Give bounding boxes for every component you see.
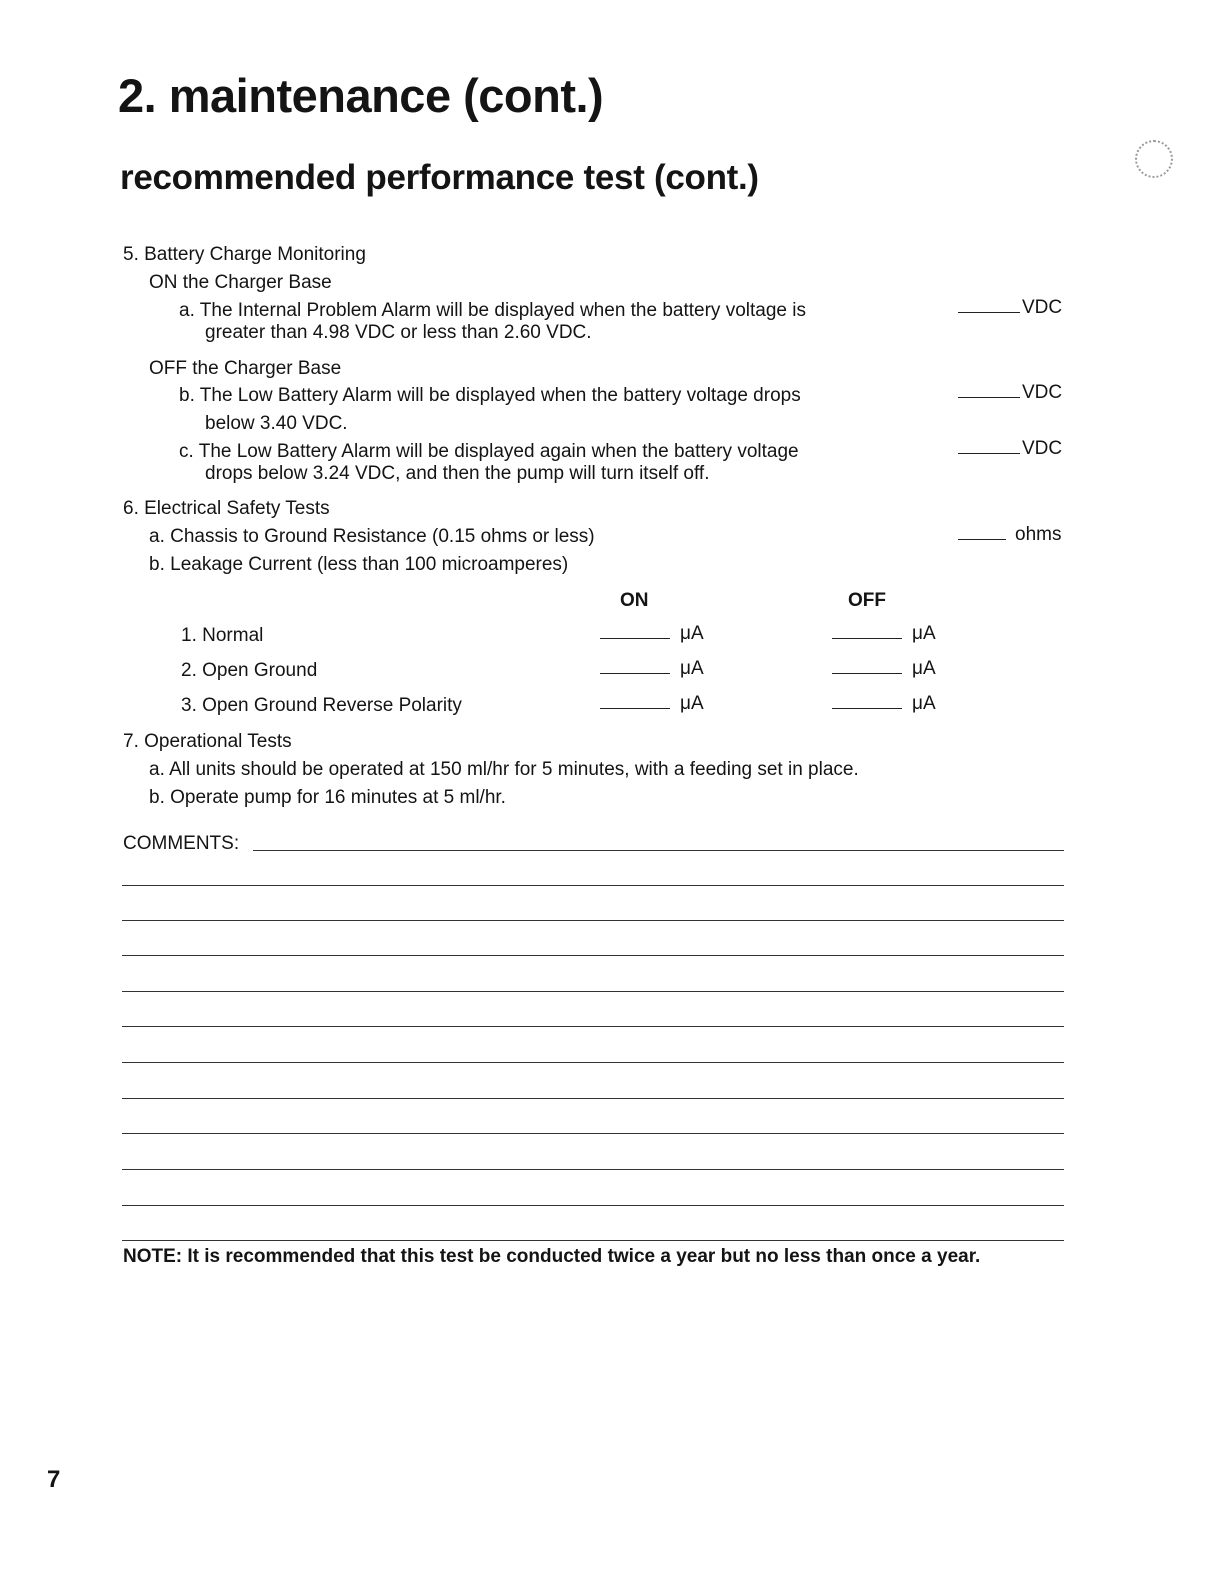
comment-rule[interactable] bbox=[122, 1133, 1064, 1134]
ua-blank[interactable] bbox=[600, 708, 670, 709]
leak-off-field[interactable] bbox=[832, 658, 936, 680]
unit-label: μA bbox=[912, 623, 936, 644]
comment-rule[interactable] bbox=[122, 955, 1064, 956]
sec5-b-field[interactable] bbox=[958, 382, 1062, 404]
unit-label: μA bbox=[680, 693, 704, 714]
comment-rule[interactable] bbox=[122, 1240, 1064, 1241]
note: NOTE: It is recommended that this test be conducted twice a year but no less than once a year. bbox=[123, 1246, 981, 1267]
leak-on-field[interactable] bbox=[600, 693, 704, 715]
sec5-off-label: OFF the Charger Base bbox=[149, 358, 342, 379]
unit-label: VDC bbox=[1022, 382, 1063, 403]
vdc-blank[interactable] bbox=[958, 397, 1020, 398]
unit-label: ohms bbox=[1015, 524, 1062, 545]
sec7-a: a. All units should be operated at 150 ml/hr for 5 minutes, with a feeding set in place. bbox=[149, 759, 859, 780]
comments-line[interactable] bbox=[253, 850, 1064, 851]
sec5-c-field[interactable] bbox=[958, 438, 1062, 460]
comment-rule[interactable] bbox=[122, 1205, 1064, 1206]
leak-off-field[interactable] bbox=[832, 693, 936, 715]
leak-row-label: 2. Open Ground bbox=[181, 660, 318, 681]
leak-on-field[interactable] bbox=[600, 658, 704, 680]
page-number: 7 bbox=[47, 1466, 61, 1493]
sec6-b: b. Leakage Current (less than 100 microamperes) bbox=[149, 554, 569, 575]
sec5-c-line1: c. The Low Battery Alarm will be displayed again when the battery voltage bbox=[179, 441, 799, 462]
comment-rule[interactable] bbox=[122, 1169, 1064, 1170]
ua-blank[interactable] bbox=[832, 708, 902, 709]
comment-rule[interactable] bbox=[122, 1062, 1064, 1063]
section-subtitle: recommended performance test (cont.) bbox=[120, 158, 759, 197]
sec5-a-line2: greater than 4.98 VDC or less than 2.60 VDC. bbox=[205, 322, 592, 343]
unit-label: μA bbox=[912, 658, 936, 679]
binder-hole-icon bbox=[1135, 140, 1173, 178]
unit-label: μA bbox=[912, 693, 936, 714]
comment-rule[interactable] bbox=[122, 920, 1064, 921]
leak-off-field[interactable] bbox=[832, 623, 936, 645]
sec5-b-line2: below 3.40 VDC. bbox=[205, 413, 348, 434]
sec5-heading: 5. Battery Charge Monitoring bbox=[123, 244, 366, 265]
ua-blank[interactable] bbox=[832, 673, 902, 674]
leak-row-label: 3. Open Ground Reverse Polarity bbox=[181, 695, 462, 716]
sec6-a-field[interactable] bbox=[958, 524, 1061, 546]
comment-rule[interactable] bbox=[122, 1026, 1064, 1027]
unit-label: μA bbox=[680, 623, 704, 644]
sec7-b: b. Operate pump for 16 minutes at 5 ml/hr. bbox=[149, 787, 506, 808]
comments-label: COMMENTS: bbox=[123, 833, 240, 854]
sec6-a: a. Chassis to Ground Resistance (0.15 ohms or less) bbox=[149, 526, 595, 547]
unit-label: VDC bbox=[1022, 438, 1063, 459]
vdc-blank[interactable] bbox=[958, 453, 1020, 454]
unit-label: VDC bbox=[1022, 297, 1063, 318]
page-title: 2. maintenance (cont.) bbox=[118, 69, 604, 122]
sec6-heading: 6. Electrical Safety Tests bbox=[123, 498, 330, 519]
comment-rule[interactable] bbox=[122, 991, 1064, 992]
sec5-b-line1: b. The Low Battery Alarm will be displayed when the battery voltage drops bbox=[179, 385, 801, 406]
col-header-off: OFF bbox=[848, 590, 886, 611]
leak-row-label: 1. Normal bbox=[181, 625, 264, 646]
ua-blank[interactable] bbox=[600, 638, 670, 639]
unit-label: μA bbox=[680, 658, 704, 679]
ua-blank[interactable] bbox=[600, 673, 670, 674]
comment-rule[interactable] bbox=[122, 885, 1064, 886]
sec5-a-line1: a. The Internal Problem Alarm will be displayed when the battery voltage is bbox=[179, 300, 806, 321]
comment-rule[interactable] bbox=[122, 1098, 1064, 1099]
sec5-on-label: ON the Charger Base bbox=[149, 272, 332, 293]
vdc-blank[interactable] bbox=[958, 312, 1020, 313]
sec5-a-field[interactable] bbox=[958, 297, 1062, 319]
ua-blank[interactable] bbox=[832, 638, 902, 639]
ohms-blank[interactable] bbox=[958, 539, 1006, 540]
sec5-c-line2: drops below 3.24 VDC, and then the pump will turn itself off. bbox=[205, 463, 710, 484]
sec7-heading: 7. Operational Tests bbox=[123, 731, 292, 752]
col-header-on: ON bbox=[620, 590, 649, 611]
leak-on-field[interactable] bbox=[600, 623, 704, 645]
